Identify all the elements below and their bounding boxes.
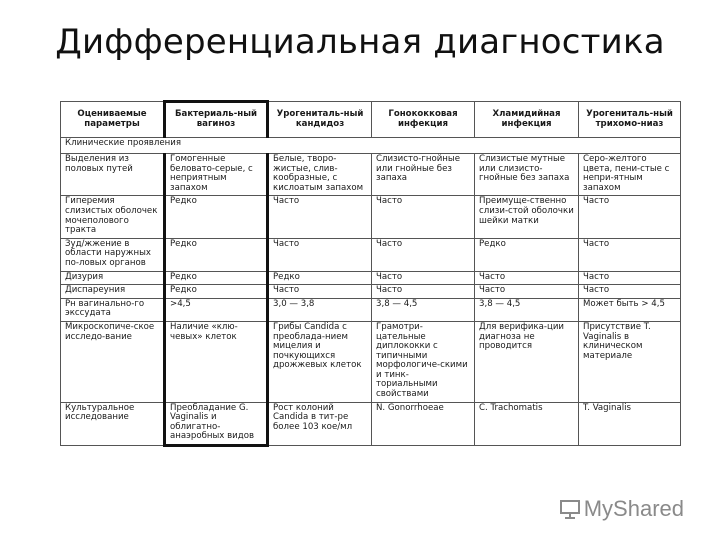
cell-bv: Наличие «клю-чевых» клеток [165, 321, 268, 402]
slide-title: Дифференциальная диагностика [55, 22, 665, 62]
table-row [61, 238, 681, 271]
row-param: Культуральное исследование [61, 402, 165, 445]
header-candidiasis: Урогениталь-ный кандидоз [268, 102, 372, 138]
table-row [61, 285, 681, 299]
cell-trich: Часто [579, 196, 681, 238]
cell-candida: Белые, творо-жистые, слив-кообразные, с кислоатым запахом [268, 154, 372, 196]
cell-chlam: 3,8 — 4,5 [475, 298, 579, 321]
cell-gono: Часто [372, 196, 475, 238]
section-label: Клинические проявления [61, 138, 268, 154]
cell-candida: Часто [268, 238, 372, 271]
header-row [61, 102, 681, 138]
section-row [61, 138, 681, 154]
cell-chlam: C. Trachomatis [475, 402, 579, 445]
header-gonococcal: Гонококковая инфекция [372, 102, 475, 138]
cell-candida: 3,0 — 3,8 [268, 298, 372, 321]
cell-gono: 3,8 — 4,5 [372, 298, 475, 321]
cell-trich: Присутствие T. Vaginalis в клиническом материале [579, 321, 681, 402]
cell-candida: Часто [268, 285, 372, 299]
row-param: Рн вагинально-го экссудата [61, 298, 165, 321]
cell-chlam: Для верифика-ции диагноза не проводится [475, 321, 579, 402]
cell-trich: Часто [579, 271, 681, 285]
table-row [61, 298, 681, 321]
cell-candida: Грибы Candida с преоблада-нием мицелия и почкующихся дрожжевых клеток [268, 321, 372, 402]
header-bacterial-vaginosis: Бактериаль-ный вагиноз [165, 102, 268, 138]
section-fill [268, 138, 681, 154]
cell-chlam: Редко [475, 238, 579, 271]
header-trichomoniasis: Урогениталь-ный трихомо-ниаз [579, 102, 681, 138]
cell-gono: Часто [372, 271, 475, 285]
row-param: Микроскопиче-ское исследо-вание [61, 321, 165, 402]
cell-chlam: Слизистые мутные или слизисто-гнойные без запаха [475, 154, 579, 196]
differential-diagnosis-table [60, 100, 681, 447]
row-param: Диспареуния [61, 285, 165, 299]
cell-gono: Грамотри-цательные диплококки с типичными морфологиче-скими и тинк-ториальными свойствами [372, 321, 475, 402]
cell-trich: Серо-желтого цвета, пени-стые с непри-ятным запахом [579, 154, 681, 196]
cell-bv: Редко [165, 271, 268, 285]
row-param: Гиперемия слизистых оболочек мочеполового тракта [61, 196, 165, 238]
cell-bv: Редко [165, 285, 268, 299]
cell-trich: Часто [579, 238, 681, 271]
cell-gono: Часто [372, 285, 475, 299]
row-param: Дизурия [61, 271, 165, 285]
logo-text: MyShared [583, 496, 684, 521]
cell-chlam: Преимуще-ственно слизи-стой оболочки шейки матки [475, 196, 579, 238]
header-chlamydia: Хламидийная инфекция [475, 102, 579, 138]
table-row [61, 321, 681, 402]
table-row [61, 154, 681, 196]
table-row [61, 196, 681, 238]
diagnosis-table-wrap [60, 100, 680, 447]
cell-chlam: Часто [475, 285, 579, 299]
row-param: Выделения из половых путей [61, 154, 165, 196]
cell-bv: Редко [165, 238, 268, 271]
cell-candida: Часто [268, 196, 372, 238]
cell-bv: Гомогенные беловато-серые, с неприятным запахом [165, 154, 268, 196]
cell-candida: Редко [268, 271, 372, 285]
cell-gono: N. Gonorrhoeae [372, 402, 475, 445]
cell-bv: >4,5 [165, 298, 268, 321]
header-parameters: Оцениваемые параметры [61, 102, 165, 138]
cell-bv: Редко [165, 196, 268, 238]
cell-gono: Слизисто-гнойные или гнойные без запаха [372, 154, 475, 196]
cell-gono: Часто [372, 238, 475, 271]
table-row [61, 271, 681, 285]
cell-chlam: Часто [475, 271, 579, 285]
table-row [61, 402, 681, 445]
presentation-board-icon [559, 498, 581, 520]
cell-candida: Рост колоний Candida в тит-ре более 103 кое/мл [268, 402, 372, 445]
cell-trich: Может быть > 4,5 [579, 298, 681, 321]
cell-trich: T. Vaginalis [579, 402, 681, 445]
cell-trich: Часто [579, 285, 681, 299]
row-param: Зуд/жжение в области наружных по-ловых органов [61, 238, 165, 271]
myshared-logo [559, 496, 684, 522]
cell-bv: Преобладание G. Vaginalis и облигатно-анаэробных видов [165, 402, 268, 445]
